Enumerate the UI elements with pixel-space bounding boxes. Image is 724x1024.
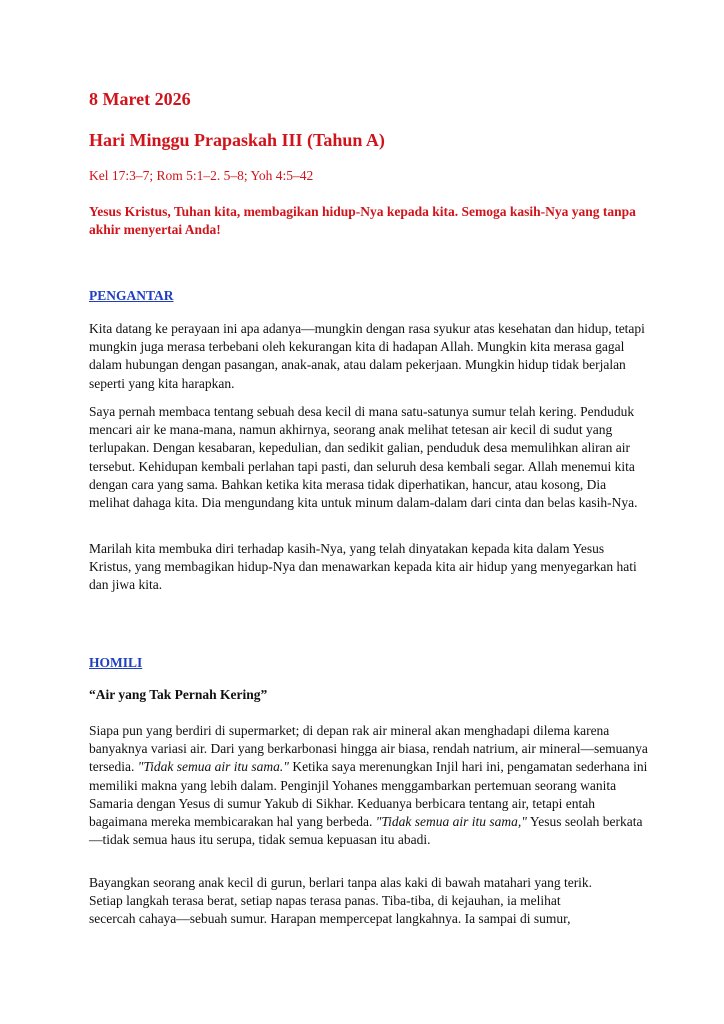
homili-p1-text-b: Ketika saya merenungkan Injil hari ini, pengamatan sederhana ini memiliki makna yang lebih dalam. Penginjil Yohanes menggambarkan pertemuan seorang wanita Samaria dengan Yesus di sumur Yakub di Sikhar. Keduanya berbicara tentang air, tetapi entah bagaimana mereka membicarakan hal yang berbeda.	[89, 759, 648, 830]
homili-p1-quote-2: "Tidak semua air itu sama,"	[375, 814, 527, 830]
homili-p2-line: Bayangkan seorang anak kecil di gurun, berlari tanpa alas kaki di bawah matahari yang terik.	[89, 875, 593, 890]
liturgy-title: Hari Minggu Prapaskah III (Tahun A)	[89, 130, 385, 150]
liturgy-date: 8 Maret 2026	[89, 89, 191, 109]
homili-paragraph-2	[89, 874, 649, 929]
pengantar-paragraph-3: Marilah kita membuka diri terhadap kasih-Nya, yang telah dinyatakan kepada kita dalam Yesus Kristus, yang membagikan hidup-Nya dan menawarkan kepada kita air hidup yang menyegarkan hati dan jiwa kita.	[89, 541, 637, 593]
pengantar-paragraph-2: Saya pernah membaca tentang sebuah desa kecil di mana satu-satunya sumur telah kering. Penduduk mencari air ke mana-mana, namun akhirnya, seorang anak melihat tetesan air kecil di sudut yang terlupakan. Dengan kesabaran, kepedulian, dan sedikit galian, penduduk desa memulihkan aliran air tersebut. Kehidupan kembali perlahan tapi pasti, dan seluruh desa kembali segar. Allah menemui kita dengan cara yang sama. Bahkan ketika kita merasa tidak diperhatikan, hancur, atau kosong, Dia melihat dahaga kita. Dia mengundang kita untuk minum dalam-dalam dari cinta dan belas kasih-Nya.	[89, 404, 638, 511]
opening-greeting: Yesus Kristus, Tuhan kita, membagikan hidup-Nya kepada kita. Semoga kasih-Nya yang tanpa akhir menyertai Anda!	[89, 204, 636, 237]
pengantar-paragraph-1: Kita datang ke perayaan ini apa adanya—mungkin dengan rasa syukur atas kesehatan dan hidup, tetapi mungkin juga merasa terbebani oleh kekurangan kita di hadapan Allah. Mungkin kita merasa gagal dalam hubungan dengan pasangan, anak-anak, atau dalam pekerjaan. Mungkin hidup tidak berjalan seperti yang kita harapkan.	[89, 321, 645, 391]
homili-paragraph-1	[89, 722, 649, 849]
homily-subtitle: “Air yang Tak Pernah Kering”	[89, 687, 268, 702]
scripture-readings: Kel 17:3–7; Rom 5:1–2. 5–8; Yoh 4:5–42	[89, 168, 314, 183]
homili-p1-quote-1: "Tidak semua air itu sama."	[137, 759, 289, 775]
homili-p1-text-a: Siapa pun yang berdiri di supermarket; di depan rak air mineral akan menghadapi dilema karena banyaknya variasi air. Dari yang berkarbonasi hingga air biasa, rendah natrium, air mineral—semuanya tersedia.	[89, 723, 648, 775]
homili-p2-line: secercah cahaya—sebuah sumur. Harapan mempercepat langkahnya. Ia sampai di sumur,	[89, 911, 571, 927]
section-heading-pengantar: PENGANTAR	[89, 288, 174, 303]
homili-p2-line: Setiap langkah terasa berat, setiap napas terasa panas. Tiba-tiba, di kejauhan, ia melihat	[89, 893, 561, 909]
section-heading-homili: HOMILI	[89, 655, 143, 670]
homili-p1-text-c: Yesus seolah berkata—tidak semua haus itu serupa, tidak semua kepuasan itu abadi.	[89, 814, 643, 848]
